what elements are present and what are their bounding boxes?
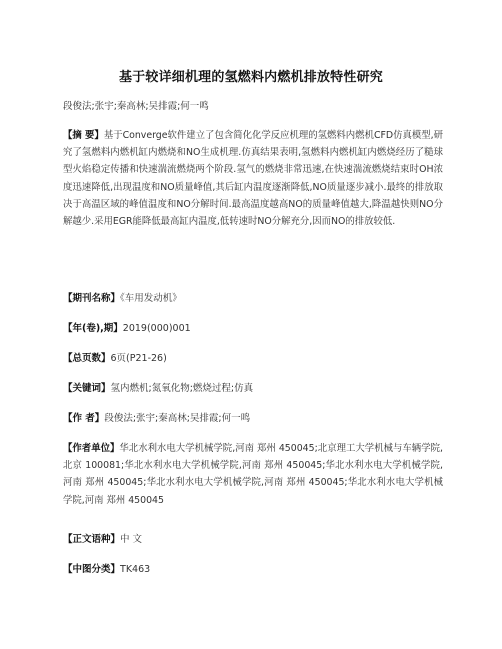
language-label: 【正文语种】 [63, 534, 121, 545]
abstract-section [63, 127, 443, 230]
author-value: 段俊法;张宇;秦高林;吴排霞;何一鸣 [104, 413, 251, 424]
affiliation-label: 【作者单位】 [63, 443, 120, 454]
affiliation-field [63, 440, 443, 509]
author-label: 【作 者】 [63, 413, 105, 424]
year-value: 2019(000)001 [122, 323, 191, 334]
journal-label: 【期刊名称】 [63, 293, 121, 304]
author-field [63, 410, 443, 427]
year-field [63, 320, 443, 337]
document-title: 基于较详细机理的氢燃料内燃机排放特性研究 [118, 70, 383, 85]
year-label: 【年(卷),期】 [63, 323, 123, 334]
keywords-label: 【关键词】 [63, 383, 111, 394]
language-value: 中 文 [120, 534, 143, 545]
pages-field [63, 350, 443, 367]
abstract-label: 【摘 要】 [63, 130, 104, 141]
journal-field [63, 290, 443, 307]
author-line: 段俊法;张宇;秦高林;吴排霞;何一鸣 [63, 101, 209, 112]
abstract-text: 基于Converge软件建立了包含简化化学反应机理的氢燃料内燃机CFD仿真模型,研究了氢燃料内燃机缸内燃烧和NO生成机理.仿真结果表明,氢燃料内燃机缸内燃烧经历了糙球型火焰稳定传播和快速湍流燃烧两个阶段.氢气的燃烧非常迅速,在快速湍流燃烧结束时OH浓度迅速降低,出现温度和NO质量峰值,其后缸内温度逐渐降低,NO质量逐步减小.最终的排放取决于高温区域的峰值温度和NO分解时间.最高温度越高NO的质量峰值越大,降温越快则NO分解越少.采用EGR能降低最高缸内温度,低转速时NO分解充分,因而NO的排放较低. [63, 130, 444, 228]
pages-label: 【总页数】 [63, 353, 111, 364]
pages-value: 6页(P21-26) [110, 353, 167, 364]
keywords-field [63, 380, 443, 397]
classification-field [63, 561, 443, 578]
journal-value: 《车用发动机》 [120, 293, 182, 304]
classification-value: TK463 [120, 564, 151, 575]
affiliation-value: 华北水利水电大学机械学院,河南 郑州 450045;北京理工大学机械与车辆学院,北京 100081;华北水利水电大学机械学院,河南 郑州 450045;华北水利水电大学机械学院,河南 郑州 450045;华北水利水电大学机械学院,河南 郑州 450045;华北水利水电大学机械学院,河南 郑州 450045 [63, 443, 443, 506]
keywords-value: 氢内燃机;氮氧化物;燃烧过程;仿真 [110, 383, 254, 394]
classification-label: 【中图分类】 [63, 564, 121, 575]
language-field [63, 531, 443, 548]
